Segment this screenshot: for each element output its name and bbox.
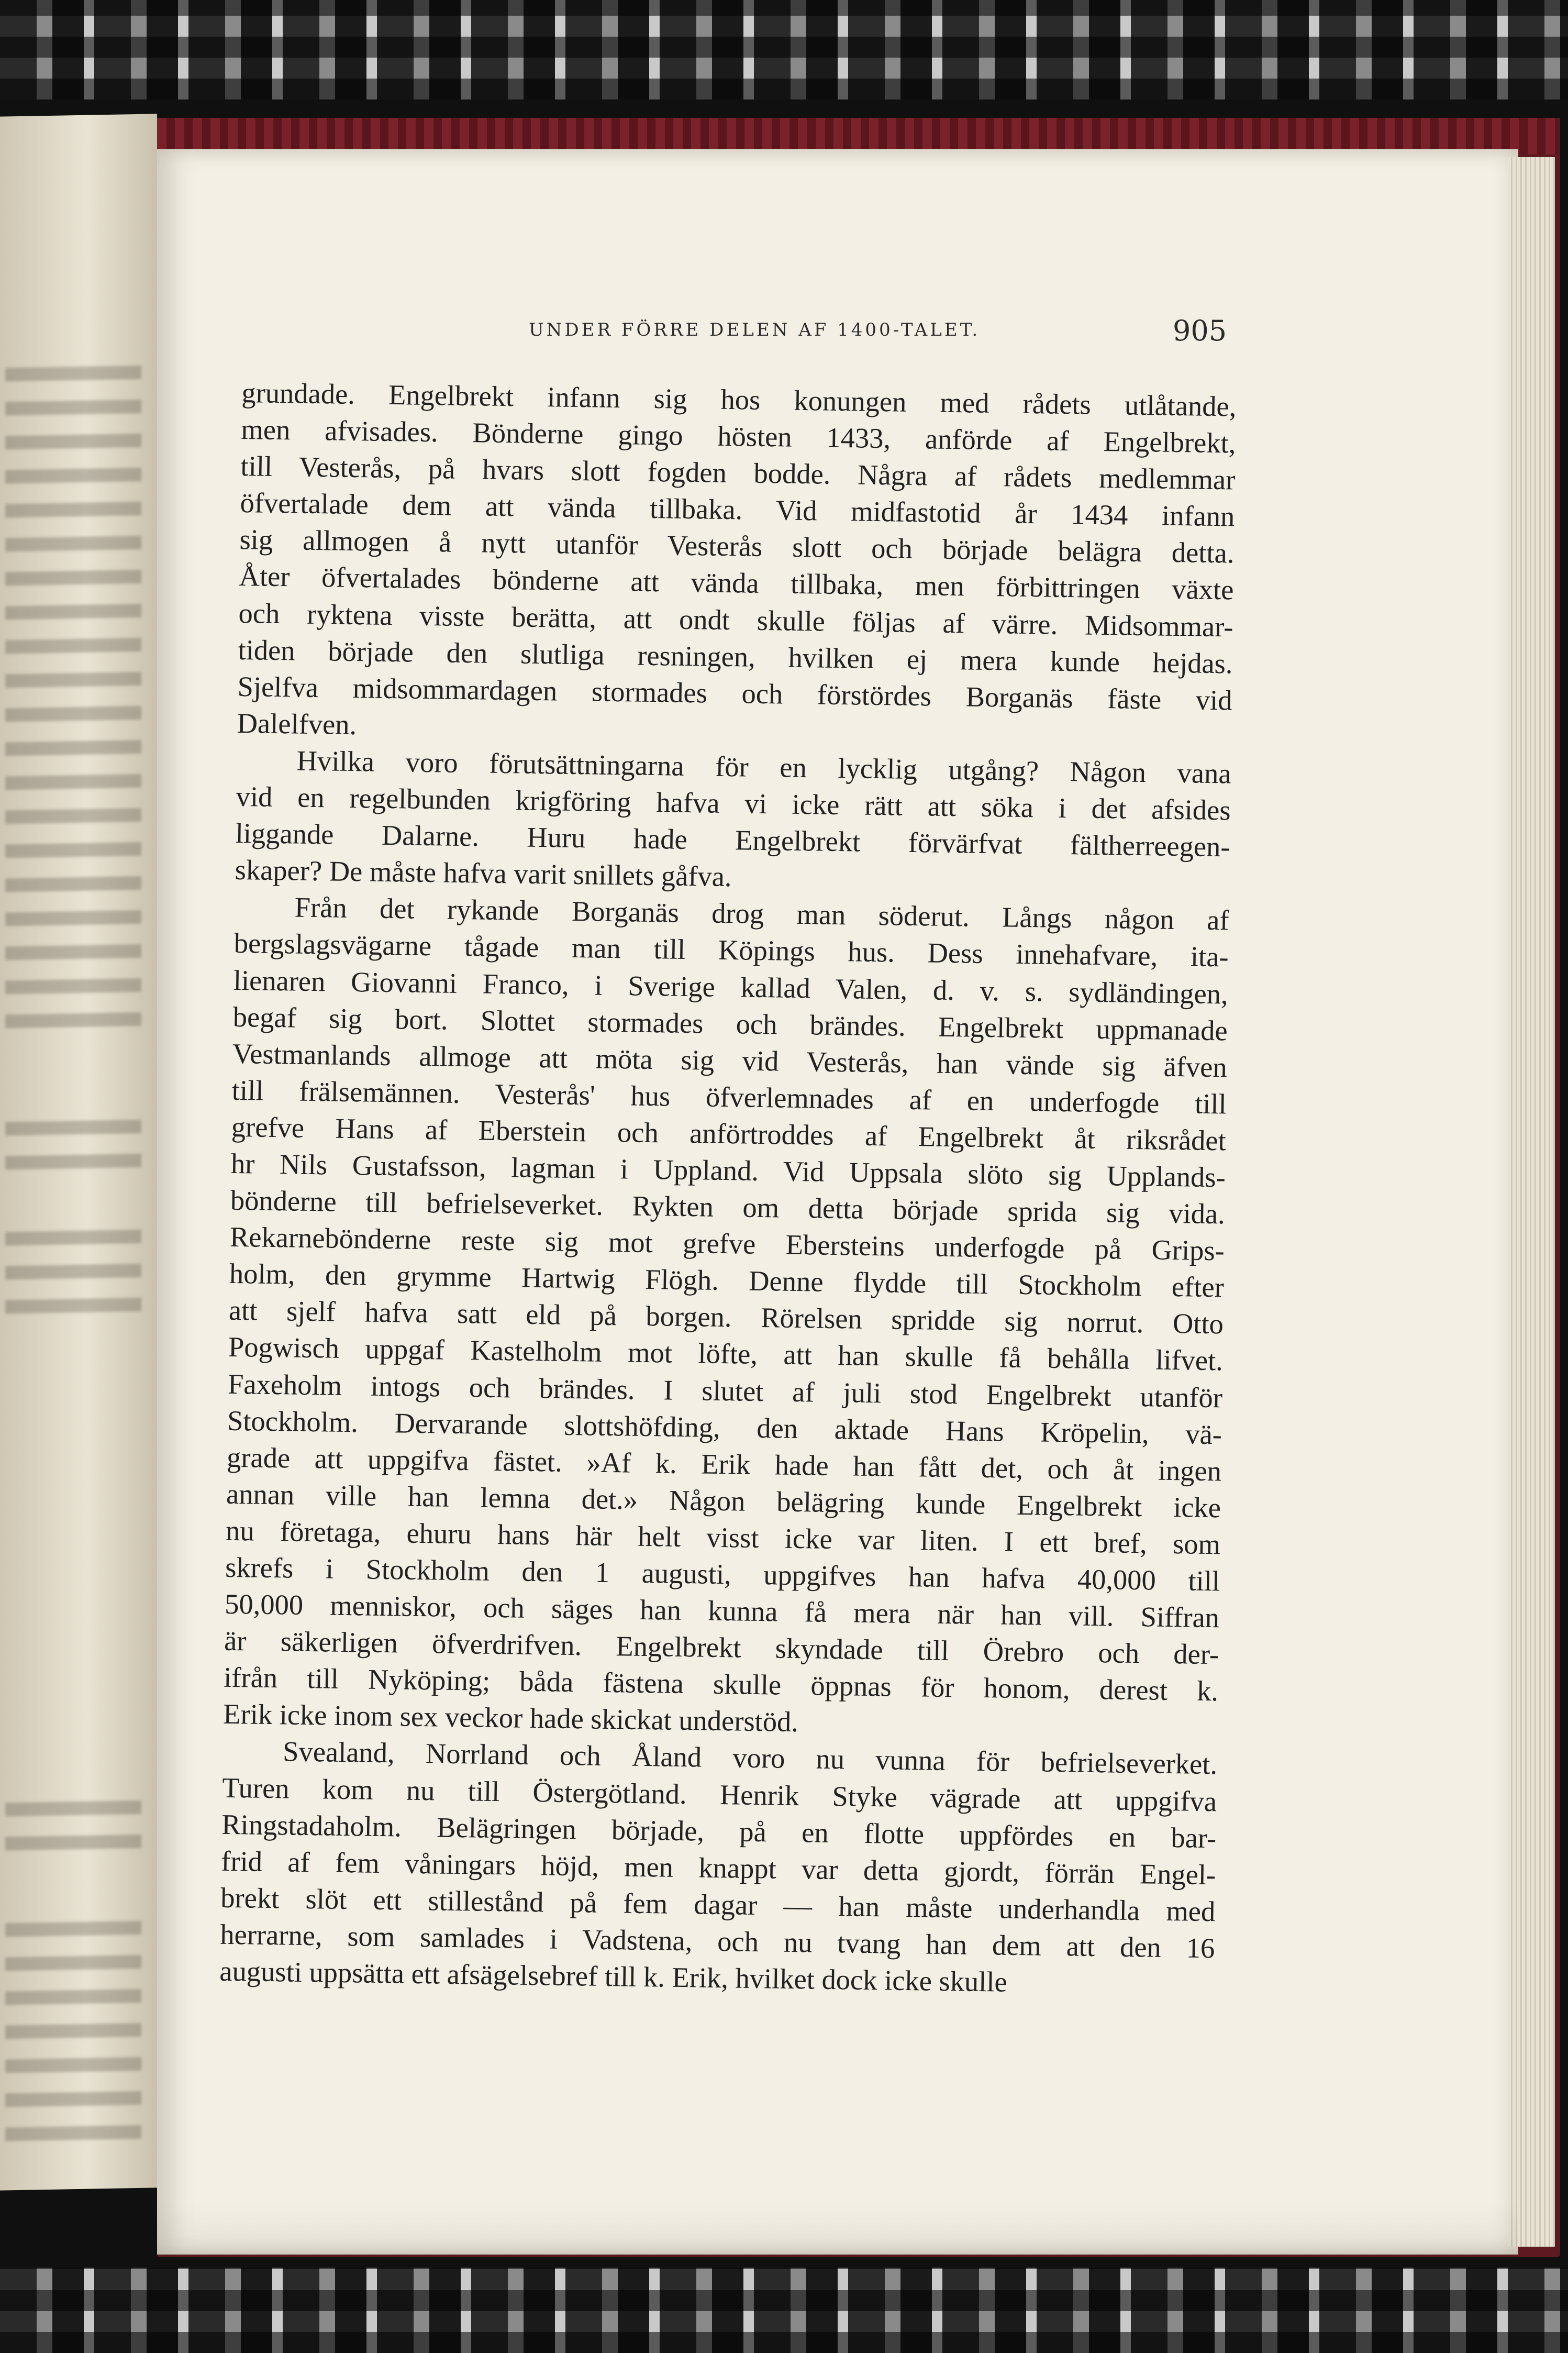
text-line: Hvilka voro förutsättningarna för en lycklig utgång? Någon vana — [296, 744, 1231, 790]
text-line: Åter öfvertalades bönderne att vända tillbaka, men förbittringen växte — [239, 560, 1234, 606]
text-line: Faxeholm intogs och brändes. I slutet af juli stod Engelbrekt utanför — [227, 1367, 1223, 1413]
facing-page-line — [5, 502, 141, 518]
text-line: augusti uppsätta ett afsägelsebref till k. Erik, hvilket dock icke skulle — [219, 1954, 1008, 1998]
facing-page-line — [5, 808, 141, 824]
facing-page-line — [5, 2125, 141, 2141]
text-line: Stockholm. Dervarande slottshöfding, den aktade Hans Kröpelin, vä- — [227, 1404, 1222, 1450]
text-line: ifrån till Nyköping; båda fästena skulle öppnas för honom, derest k. — [223, 1661, 1219, 1707]
page-shadow — [157, 2200, 1518, 2257]
text-line: herrarne, som samlades i Vadstena, och nu tvang han dem att den 16 — [219, 1918, 1215, 1964]
text-line: skrefs i Stockholm den 1 augusti, uppgifves han hafva 40,000 till — [225, 1551, 1220, 1597]
text-line: skaper? De måste hafva varit snillets gåfva. — [235, 854, 732, 893]
text-line: öfvertalade dem att vända tillbaka. Vid midfastotid år 1434 infann — [240, 487, 1235, 533]
facing-page-line — [5, 1154, 141, 1170]
facing-page-line — [5, 1120, 141, 1136]
body-text — [219, 374, 1237, 2003]
facing-page-line — [5, 774, 141, 790]
facing-page-edge — [0, 114, 157, 2190]
scanner-top-strip — [0, 0, 1568, 100]
facing-page-line — [5, 468, 141, 484]
text-line: grefve Hans af Eberstein och anförtroddes af Engelbrekt åt riksrådet — [231, 1110, 1227, 1157]
text-line: grundade. Engelbrekt infann sig hos konungen med rådets utlåtande, — [241, 376, 1237, 423]
facing-page-line — [5, 638, 141, 654]
facing-page-line — [5, 876, 141, 892]
text-line: Sjelfva midsommardagen stormades och förstördes Borganäs fäste vid — [237, 670, 1232, 716]
text-line: frid af fem våningars höjd, men knappt var detta gjordt, förrän Engel- — [220, 1844, 1216, 1891]
running-title: UNDER FÖRRE DELEN AF 1400-TALET. — [529, 319, 981, 340]
facing-page-line — [5, 536, 141, 552]
text-line: Dalelfven. — [237, 706, 357, 741]
facing-page-line — [5, 978, 141, 995]
text-line: och ryktena visste berätta, att ondt skulle följas af värre. Midsommar- — [238, 596, 1233, 643]
facing-page-line — [5, 400, 141, 416]
facing-page-line — [5, 842, 141, 858]
text-line: hr Nils Gustafsson, lagman i Uppland. Vid Uppsala slöto sig Upplands- — [230, 1147, 1226, 1194]
text-line: men afvisades. Bönderne gingo hösten 1433, anförde af Engelbrekt, — [241, 413, 1236, 459]
paragraph — [237, 374, 1237, 755]
text-line: annan ville han lemna det.» Någon belägring kunde Engelbrekt icke — [226, 1477, 1221, 1524]
facing-page-line — [5, 706, 141, 722]
facing-page-line — [5, 2091, 141, 2107]
text-line: bönderne till befrielseverket. Rykten om detta började sprida sig vida. — [230, 1184, 1226, 1230]
facing-page-line — [5, 434, 141, 450]
facing-page-line — [5, 1835, 141, 1851]
facing-page-line — [5, 944, 141, 960]
paragraph — [223, 888, 1229, 1747]
facing-page-line — [5, 1230, 141, 1246]
text-line: Vestmanlands allmoge att möta sig vid Vesterås, han vände sig äfven — [232, 1037, 1228, 1084]
text-line: till Vesterås, på hvars slott fogden bodde. Några af rådets medlemmar — [240, 450, 1236, 496]
text-line: sig allmogen å nytt utanför Vesterås slott och började belägra detta. — [239, 523, 1235, 569]
page-number: 905 — [1173, 314, 1227, 347]
scanner-bottom-strip — [0, 2268, 1568, 2353]
text-line: bergslagsvägarne tågade man till Köpings hus. Dess innehafvare, ita- — [233, 927, 1229, 973]
facing-page-line — [5, 604, 141, 620]
facing-page-line — [5, 1921, 141, 1937]
text-line: Från det rykande Borganäs drog man söderut. Långs någon af — [294, 891, 1230, 936]
facing-page-line — [5, 2057, 141, 2073]
facing-page-line — [5, 1298, 141, 1314]
facing-page-line — [5, 1800, 141, 1817]
text-line: är säkerligen öfverdrifven. Engelbrekt skyndade till Örebro och der- — [224, 1624, 1219, 1671]
facing-page-line — [5, 672, 141, 688]
text-line: grade att uppgifva fästet. »Af k. Erik hade han fått det, och åt ingen — [226, 1441, 1222, 1487]
text-line: 50,000 menniskor, och säges han kunna få mera när han vill. Siffran — [224, 1587, 1220, 1634]
text-line: begaf sig bort. Slottet stormades och brändes. Engelbrekt uppmanade — [232, 1000, 1228, 1046]
text-line: Turen kom nu till Östergötland. Henrik Styke vägrade att uppgifva — [221, 1771, 1217, 1817]
text-line: vid en regelbunden krigföring hafva vi icke rätt att söka i det afsides — [236, 780, 1231, 826]
facing-page-line — [5, 740, 141, 756]
text-line: liggande Dalarne. Huru hade Engelbrekt förvärfvat fältherreegen- — [235, 817, 1231, 863]
facing-page-line — [5, 1012, 141, 1029]
text-line: till frälsemännen. Vesterås' hus öfverlemnades af en underfogde till — [231, 1074, 1227, 1120]
text-line: Rekarnebönderne reste sig mot grefve Ebersteins underfogde på Grips- — [229, 1220, 1225, 1267]
facing-page-line — [5, 366, 141, 382]
text-line: Erik icke inom sex veckor hade skickat understöd. — [223, 1698, 799, 1738]
text-line: holm, den grymme Hartwig Flögh. Denne flydde till Stockholm efter — [229, 1257, 1225, 1303]
text-line: Pogwisch uppgaf Kastelholm mot löfte, att han skulle få behålla lifvet. — [228, 1331, 1224, 1377]
paragraph — [219, 1732, 1218, 2003]
paragraph — [235, 742, 1231, 902]
text-line: brekt slöt ett stillestånd på fem dagar — han måste underhandla med — [220, 1881, 1216, 1928]
text-line: nu företaga, ehuru hans här helt visst icke var liten. I ett bref, som — [225, 1514, 1221, 1561]
text-line: att sjelf hafva satt eld på borgen. Rörelsen spridde sig norrut. Otto — [228, 1294, 1224, 1340]
facing-page-line — [5, 2023, 141, 2039]
facing-page-line — [5, 570, 141, 586]
page-stack-edge — [1508, 157, 1555, 2247]
text-line: Svealand, Norrland och Åland voro nu vunna för befrielseverket. — [282, 1735, 1218, 1781]
text-line: Ringstadaholm. Belägringen började, på en flotte uppfördes en bar- — [221, 1808, 1217, 1854]
facing-page-line — [5, 1955, 141, 1971]
facing-page-line — [5, 1264, 141, 1280]
text-line: tiden började den slutliga resningen, hvilken ej mera kunde hejdas. — [238, 633, 1233, 680]
facing-page-line — [5, 1989, 141, 2005]
facing-page-line — [5, 910, 141, 926]
text-line: lienaren Giovanni Franco, i Sverige kallad Valen, d. v. s. sydländingen, — [233, 964, 1229, 1010]
